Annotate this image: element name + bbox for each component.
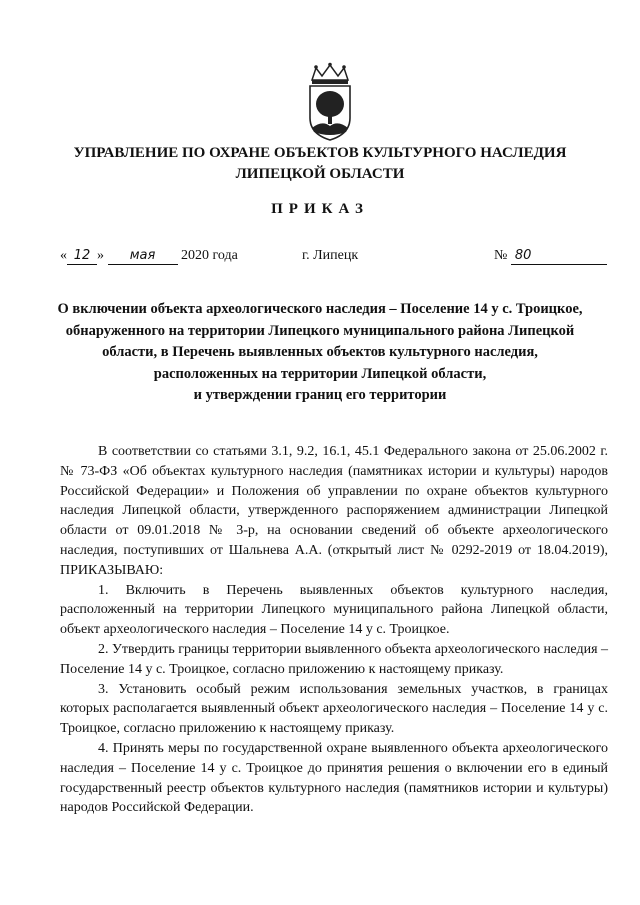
number-label: № — [494, 248, 508, 263]
document-type-title: ПРИКАЗ — [271, 201, 369, 217]
organization-name — [40, 143, 600, 185]
org-line-2: ЛИПЕЦКОЙ ОБЛАСТИ — [235, 166, 405, 182]
order-number — [494, 248, 607, 265]
subject-line: расположенных на территории Липецкой области, — [153, 365, 487, 382]
order-meta-row — [60, 248, 620, 270]
order-item-4: 4. Принять меры по государственной охране выявленного объекта археологического наследия – Поселение 14 у с. Троицкое до принятия решения о включении его в единый государственный реестр объектов культурного наследия (памятников истории и культуры) народов Российской Федерации. — [60, 740, 608, 816]
order-item-1: 1. Включить в Перечень выявленных объектов культурного наследия, расположенный на территории Липецкого муниципального района Липецкой области, объект археологического наследия – Поселение 14 у с. Троицкое. — [60, 582, 608, 638]
date-day: 12 — [67, 248, 97, 265]
number-value: 80 — [511, 248, 607, 265]
subject-line: области, в Перечень выявленных объектов культурного наследия, — [102, 344, 538, 360]
order-item-3: 3. Установить особый режим использования земельных участков, в границах которых располагается выявленный объект археологического наследия – Поселение 14 у с. Троицкое, согласно приложению к настоящему приказу. — [60, 681, 608, 737]
org-line-1: УПРАВЛЕНИЕ ПО ОХРАНЕ ОБЪЕКТОВ КУЛЬТУРНОГО НАСЛЕДИЯ — [73, 145, 567, 161]
date-year: 2020 года — [181, 248, 238, 263]
order-subject — [40, 299, 600, 407]
quote-close: » — [97, 248, 104, 263]
order-city: г. Липецк — [302, 248, 359, 263]
lipetsk-coat-of-arms-icon — [302, 62, 358, 142]
preamble-paragraph: В соответствии со статьями 3.1, 9.2, 16.1, 45.1 Федерального закона от 25.06.2002 г. № 73-ФЗ «Об объектах культурного наследия (памятниках истории и культуры) народов Российской Федерации» и Положения об управлении по охране объектов культурного наследия Липецкой области, утвержденного распоряжением администрации Липецкой области от 09.01.2018 № 3-р, на основании сведений об объекте археологического наследия, поступивших от Шальнева А.А. (открытый лист № 0292-2019 от 18.04.2019), ПРИКАЗЫВАЮ: — [60, 444, 608, 578]
order-date — [60, 248, 238, 265]
order-item-2: 2. Утвердить границы территории выявленного объекта археологического наследия – Поселение 14 у с. Троицкое, согласно приложению к настоящему приказу. — [60, 641, 609, 677]
subject-line: О включении объекта археологического наследия – Поселение 14 у с. Троицкое, — [57, 301, 583, 317]
order-body — [60, 442, 608, 818]
date-month: мая — [108, 248, 178, 265]
quote-open: « — [60, 248, 67, 263]
subject-line: обнаруженного на территории Липецкого муниципального района Липецкой — [65, 322, 575, 339]
subject-line: и утверждении границ его территории — [193, 387, 447, 403]
